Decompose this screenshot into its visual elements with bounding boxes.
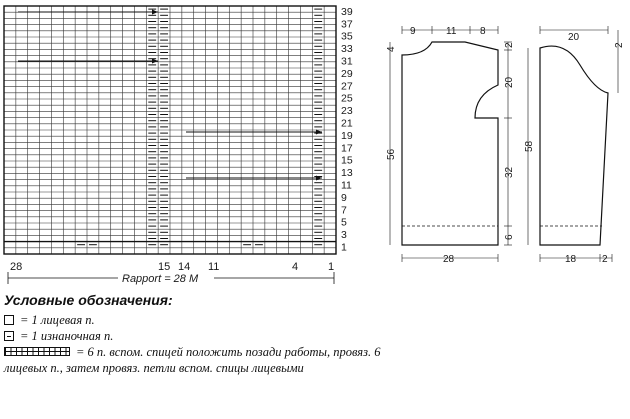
column-label: 11 xyxy=(208,261,220,273)
chart-labels xyxy=(8,6,353,285)
sleeve-outline xyxy=(540,46,608,245)
row-label: 39 xyxy=(341,5,353,18)
sleeve-dim-top-label: 20 xyxy=(568,32,580,43)
legend-purl xyxy=(4,328,414,344)
dim-right-lower: 32 xyxy=(504,166,515,178)
row-label: 9 xyxy=(341,191,347,204)
row-label: 5 xyxy=(341,216,347,229)
dim-bottom-label: 28 xyxy=(443,254,455,265)
row-label: 27 xyxy=(341,80,353,93)
column-label: 1 xyxy=(328,261,335,273)
column-label: 15 xyxy=(158,261,171,273)
cable-arrow-head xyxy=(152,59,158,64)
legend-knit-text: = 1 лицевая п. xyxy=(20,313,95,327)
column-label: 14 xyxy=(178,261,191,273)
legend-cable xyxy=(4,344,414,376)
dim-left-height: 56 xyxy=(386,148,397,160)
row-label: 15 xyxy=(341,154,353,167)
row-label: 21 xyxy=(341,117,353,130)
row-label: 29 xyxy=(341,67,353,80)
cable-arrow-head xyxy=(152,10,158,15)
legend-knit xyxy=(4,312,414,328)
purl-stitch-icon xyxy=(4,331,14,341)
row-label: 1 xyxy=(341,241,347,254)
rapport-label: Rapport = 28 M xyxy=(122,273,199,285)
column-label: 28 xyxy=(10,261,23,273)
row-label: 35 xyxy=(341,30,353,43)
sleeve-dim-right-label: 2 xyxy=(614,42,625,48)
row-label: 13 xyxy=(341,167,353,180)
sleeve-dim-bottom-left: 18 xyxy=(565,254,577,265)
cable-stitch-icon xyxy=(4,347,70,356)
garment-schematics xyxy=(386,26,625,265)
row-label: 25 xyxy=(341,92,353,105)
legend-purl-text: = 1 изнаночная п. xyxy=(20,329,114,343)
row-label: 37 xyxy=(341,18,353,31)
legend-title: Условные обозначения: xyxy=(4,292,173,308)
dim-top-1: 9 xyxy=(410,26,416,37)
row-label: 17 xyxy=(341,142,353,155)
legend-cable-text: = 6 п. вспом. спицей положить позади работы, провяз. 6 лицевых п., затем провяз. петли вспом. спицы лицевыми xyxy=(4,345,381,375)
dim-top-2: 11 xyxy=(446,26,457,37)
legend xyxy=(4,292,414,376)
row-label: 19 xyxy=(341,129,353,142)
chart-grid xyxy=(4,6,336,254)
dim-left-top: 4 xyxy=(386,46,397,52)
dim-top-3: 8 xyxy=(480,26,486,37)
row-label: 7 xyxy=(341,204,347,217)
dim-right-top: 2 xyxy=(504,42,515,48)
row-label: 23 xyxy=(341,105,353,118)
column-label: 4 xyxy=(292,261,299,273)
dim-right-mid: 20 xyxy=(504,76,515,88)
front-outline xyxy=(402,42,498,245)
sleeve-dim-left-label: 58 xyxy=(524,140,535,152)
row-label: 31 xyxy=(341,55,353,68)
sleeve-dim-bottom-right: 2 xyxy=(602,254,608,265)
dim-right-bottom: 6 xyxy=(504,234,515,240)
row-label: 3 xyxy=(341,229,347,242)
row-label: 11 xyxy=(341,179,352,192)
knit-stitch-icon xyxy=(4,315,14,325)
row-label: 33 xyxy=(341,43,353,56)
